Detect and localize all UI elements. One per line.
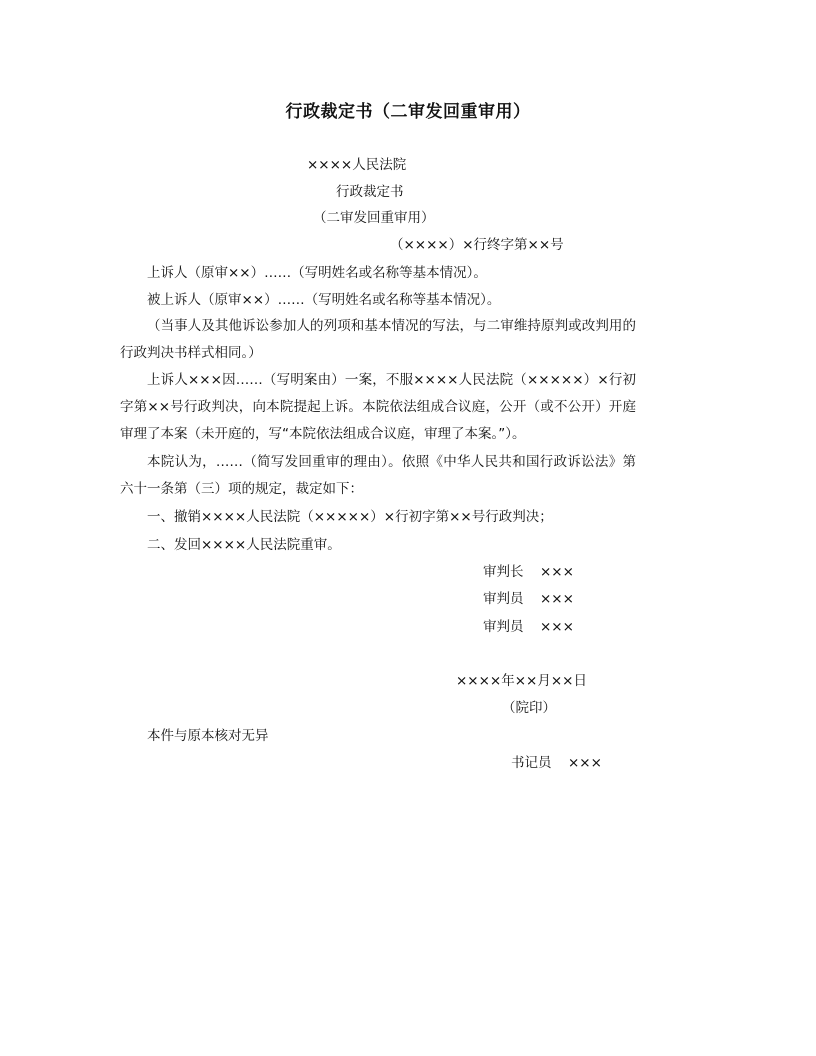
document-date: ××××年××月××日 [456,673,587,689]
verification-note: 本件与原本核对无异 [147,728,269,744]
appellee-line: 被上诉人（原审××）……（写明姓名或名称等基本情况）。 [147,292,501,308]
signature-name: ××× [540,619,574,635]
signature-role: 审判员 [483,619,524,635]
signature-role: 审判员 [483,591,524,607]
signature-name: ××× [540,591,574,607]
appellant-line: 上诉人（原审××）……（写明姓名或名称等基本情况）。 [147,265,487,281]
doc-type: 行政裁定书 [336,184,404,200]
doc-subtype: （二审发回重审用） [313,210,435,226]
signature-name: ××× [540,564,574,580]
signature-role: 审判长 [483,564,524,580]
court-name: ××××人民法院 [307,157,407,173]
clerk-role: 书记员 [511,755,552,771]
document-title: 行政裁定书（二审发回重审用） [285,102,531,122]
court-opinion: 本院认为，……（简写发回重审的理由）。依照《中华人民共和国行政诉讼法》第六十一条第（三）项的规定，裁定如下： [120,454,636,497]
clerk-name: ××× [568,755,602,771]
court-seal: （院印） [502,700,556,716]
case-number: （××××）×行终字第××号 [390,237,564,253]
case-background: 上诉人×××因……（写明案由）一案，不服××××人民法院（×××××）×行初字第××号行政判决，向本院提起上诉。本院依法组成合议庭，公开（或不公开）开庭审理了本案（未开庭的，写“本院依法组成合议庭，审理了本案。”）。 [120,372,636,442]
party-note: （当事人及其他诉讼参加人的列项和基本情况的写法，与二审维持原判或改判用的行政判决书样式相同。） [120,318,636,361]
ruling-item-1: 一、撤销××××人民法院（×××××）×行初字第××号行政判决； [147,509,553,525]
ruling-item-2: 二、发回××××人民法院重审。 [147,537,341,553]
